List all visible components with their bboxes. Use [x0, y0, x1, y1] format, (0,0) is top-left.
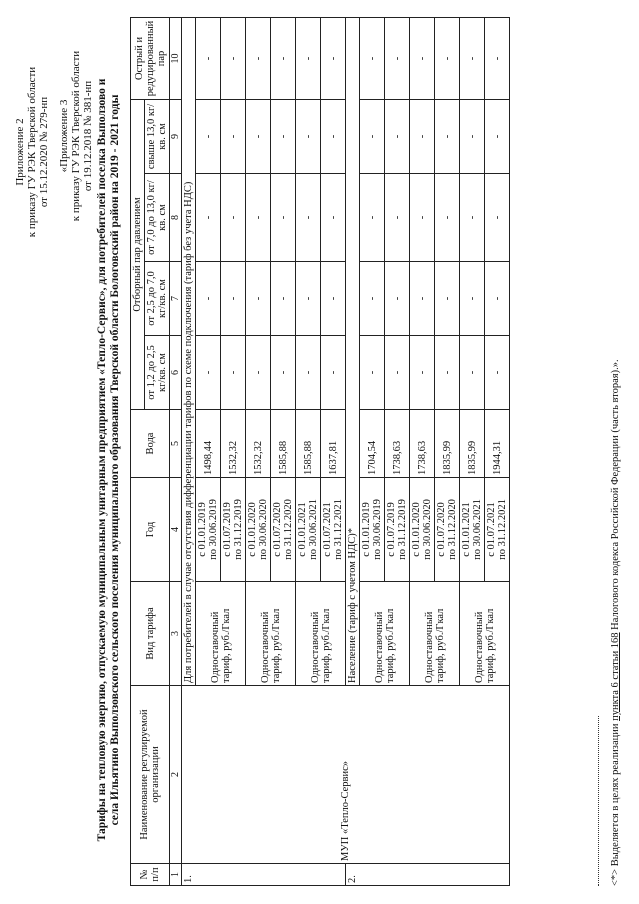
steam-value-s4: -	[221, 99, 246, 173]
steam-value-s1: -	[485, 336, 510, 410]
steam-value-sharp: -	[296, 17, 321, 99]
document-title-line: Тарифы на тепловую энергию, отпускаемую муниципальным унитарным предприятием «Тепло-Сервис», для потребителей поселка Выползово и	[96, 78, 108, 842]
organization-name: МУП «Тепло-Сервис»	[182, 686, 510, 864]
steam-value-s2: -	[246, 262, 271, 336]
steam-value-sharp: -	[385, 17, 410, 99]
section-label: Для потребителей в случае отсутствия дифференциации тарифов по схеме подключения (тариф без учета НДС)	[182, 17, 196, 685]
footnote-text-end: Налогового кодекса Российской Федерации (часть вторая).».	[610, 359, 621, 633]
steam-value-s1: -	[221, 336, 246, 410]
steam-value-s3: -	[271, 174, 296, 262]
appendix-header-line: Приложение 2	[14, 118, 26, 186]
original-appendix-line: к приказу ГУ РЭК Тверской области	[70, 50, 82, 222]
footnote	[610, 359, 621, 886]
steam-value-s2: -	[410, 262, 435, 336]
steam-value-sharp: -	[321, 17, 346, 99]
period-cell	[321, 478, 346, 582]
footnote-divider	[598, 716, 599, 886]
period-cell	[246, 478, 271, 582]
period-start: с 01.07.2021	[486, 502, 497, 557]
period-cell	[385, 478, 410, 582]
steam-value-sharp: -	[221, 17, 246, 99]
steam-value-s1: -	[360, 336, 385, 410]
period-cell	[460, 478, 485, 582]
period-start: с 01.07.2019	[222, 502, 233, 557]
period-end: по 30.06.2021	[472, 499, 483, 560]
water-value: 1835,99	[435, 410, 460, 478]
period-end: по 30.06.2019	[372, 499, 383, 560]
steam-value-s1: -	[460, 336, 485, 410]
water-value: 1738,63	[410, 410, 435, 478]
period-end: по 30.06.2019	[208, 499, 219, 560]
water-value: 1585,88	[271, 410, 296, 478]
steam-value-s4: -	[485, 99, 510, 173]
original-appendix-line: «Приложение 3	[58, 99, 70, 173]
steam-value-s2: -	[271, 262, 296, 336]
period-start: с 01.01.2020	[247, 502, 258, 557]
period-cell	[221, 478, 246, 582]
water-value: 1637,81	[321, 410, 346, 478]
steam-value-s2: -	[296, 262, 321, 336]
steam-value-s4: -	[385, 99, 410, 173]
steam-value-s3: -	[435, 174, 460, 262]
period-end: по 30.06.2021	[308, 499, 319, 560]
steam-value-sharp: -	[410, 17, 435, 99]
tariff-type-cell: Одноставочный тариф, руб./Гкал	[460, 582, 510, 686]
steam-value-sharp: -	[271, 17, 296, 99]
column-number: 6	[170, 336, 182, 410]
period-end: по 31.12.2019	[397, 499, 408, 560]
steam-value-s4: -	[271, 99, 296, 173]
period-start: с 01.01.2020	[411, 502, 422, 557]
header-steam-2: от 2,5 до 7,0 кг/кв. см	[145, 262, 170, 336]
steam-value-sharp: -	[246, 17, 271, 99]
period-end: по 31.12.2021	[333, 499, 344, 560]
steam-value-s1: -	[321, 336, 346, 410]
steam-value-s3: -	[460, 174, 485, 262]
period-start: с 01.07.2019	[386, 502, 397, 557]
steam-value-s3: -	[196, 174, 221, 262]
steam-value-s4: -	[321, 99, 346, 173]
column-number: 10	[170, 17, 182, 99]
appendix-header-line: от 15.12.2020 № 279-нп	[38, 96, 50, 208]
period-cell	[360, 478, 385, 582]
footnote-text: <*> Выделяется в целях реализации	[610, 720, 621, 886]
column-number-row	[170, 17, 182, 885]
document-page	[10, 10, 629, 894]
steam-value-s3: -	[360, 174, 385, 262]
table-header-row	[131, 17, 145, 885]
period-start: с 01.07.2020	[272, 502, 283, 557]
tariff-type-cell: Одноставочный тариф, руб./Гкал	[196, 582, 246, 686]
period-start: с 01.01.2021	[297, 502, 308, 557]
steam-value-s3: -	[221, 174, 246, 262]
steam-value-s4: -	[196, 99, 221, 173]
footnote-link[interactable]: пункта 6 статьи 168	[610, 632, 621, 721]
steam-value-s3: -	[410, 174, 435, 262]
column-number: 5	[170, 410, 182, 478]
water-value: 1944,31	[485, 410, 510, 478]
steam-value-s4: -	[296, 99, 321, 173]
period-cell	[410, 478, 435, 582]
steam-value-s2: -	[196, 262, 221, 336]
original-appendix-line: от 19.12.2018 № 381-нп	[82, 80, 94, 192]
steam-value-s1: -	[271, 336, 296, 410]
period-cell	[296, 478, 321, 582]
section-number: 1.	[182, 864, 346, 886]
header-sharp-steam: Острый и редуцированный пар	[131, 17, 170, 99]
header-steam-1: от 1,2 до 2,5 кг/кв. см	[145, 336, 170, 410]
tariff-table	[130, 17, 510, 886]
period-start: с 01.01.2021	[461, 502, 472, 557]
steam-value-s1: -	[296, 336, 321, 410]
appendix-header	[14, 22, 50, 282]
steam-value-s2: -	[385, 262, 410, 336]
period-end: по 30.06.2020	[422, 499, 433, 560]
water-value: 1738,63	[385, 410, 410, 478]
header-num: № п/п	[131, 864, 170, 886]
header-org: Наименование регулируемой организации	[131, 686, 170, 864]
column-number: 7	[170, 262, 182, 336]
header-year: Год	[131, 478, 170, 582]
steam-value-s3: -	[246, 174, 271, 262]
period-end: по 30.06.2020	[258, 499, 269, 560]
steam-value-s3: -	[385, 174, 410, 262]
header-steam-group: Отборный пар давлением	[131, 99, 145, 409]
steam-value-s1: -	[196, 336, 221, 410]
steam-value-s4: -	[460, 99, 485, 173]
period-start: с 01.07.2020	[436, 502, 447, 557]
column-number: 8	[170, 174, 182, 262]
water-value: 1532,32	[246, 410, 271, 478]
document-title	[96, 50, 122, 870]
steam-value-s3: -	[321, 174, 346, 262]
header-water: Вода	[131, 410, 170, 478]
water-value: 1585,88	[296, 410, 321, 478]
steam-value-s2: -	[221, 262, 246, 336]
period-start: с 01.01.2019	[197, 502, 208, 557]
section-label: Население (тариф с учетом НДС)*	[346, 17, 360, 685]
original-appendix-header	[58, 16, 94, 256]
steam-value-s4: -	[435, 99, 460, 173]
header-steam-3: от 7,0 до 13,0 кг/кв. см	[145, 174, 170, 262]
tariff-type-cell: Одноставочный тариф, руб./Гкал	[410, 582, 460, 686]
steam-value-s2: -	[321, 262, 346, 336]
section-row	[182, 17, 196, 885]
column-number: 9	[170, 99, 182, 173]
steam-value-s2: -	[485, 262, 510, 336]
water-value: 1498,44	[196, 410, 221, 478]
header-steam-4: свыше 13,0 кг/кв. см	[145, 99, 170, 173]
tariff-type-cell: Одноставочный тариф, руб./Гкал	[360, 582, 410, 686]
period-cell	[435, 478, 460, 582]
steam-value-s4: -	[360, 99, 385, 173]
steam-value-sharp: -	[460, 17, 485, 99]
period-cell	[485, 478, 510, 582]
steam-value-sharp: -	[485, 17, 510, 99]
period-end: по 31.12.2020	[447, 499, 458, 560]
column-number: 4	[170, 478, 182, 582]
steam-value-s3: -	[485, 174, 510, 262]
steam-value-s1: -	[410, 336, 435, 410]
period-start: с 01.07.2021	[322, 502, 333, 557]
steam-value-sharp: -	[435, 17, 460, 99]
period-end: по 31.12.2021	[497, 499, 508, 560]
steam-value-s1: -	[246, 336, 271, 410]
period-end: по 31.12.2019	[233, 499, 244, 560]
appendix-header-line: к приказу ГУ РЭК Тверской области	[26, 66, 38, 238]
period-start: с 01.01.2019	[361, 502, 372, 557]
tariff-type-cell: Одноставочный тариф, руб./Гкал	[246, 582, 296, 686]
tariff-type-cell: Одноставочный тариф, руб./Гкал	[296, 582, 346, 686]
steam-value-s2: -	[435, 262, 460, 336]
steam-value-s4: -	[246, 99, 271, 173]
section-number: 2.	[346, 864, 510, 886]
header-tariff-type: Вид тарифа	[131, 582, 170, 686]
document-title-line: села Ильятино Выползовского сельского поселения муниципального образования Тверской области Бологовский район на 2019 - 2021 годы	[109, 94, 121, 826]
column-number: 2	[170, 686, 182, 864]
steam-value-s4: -	[410, 99, 435, 173]
steam-value-sharp: -	[196, 17, 221, 99]
column-number: 1	[170, 864, 182, 886]
steam-value-s3: -	[296, 174, 321, 262]
period-cell	[271, 478, 296, 582]
steam-value-sharp: -	[360, 17, 385, 99]
period-end: по 31.12.2020	[283, 499, 294, 560]
column-number: 3	[170, 582, 182, 686]
period-cell	[196, 478, 221, 582]
steam-value-s2: -	[460, 262, 485, 336]
water-value: 1704,54	[360, 410, 385, 478]
water-value: 1532,32	[221, 410, 246, 478]
water-value: 1835,99	[460, 410, 485, 478]
steam-value-s1: -	[435, 336, 460, 410]
steam-value-s1: -	[385, 336, 410, 410]
steam-value-s2: -	[360, 262, 385, 336]
